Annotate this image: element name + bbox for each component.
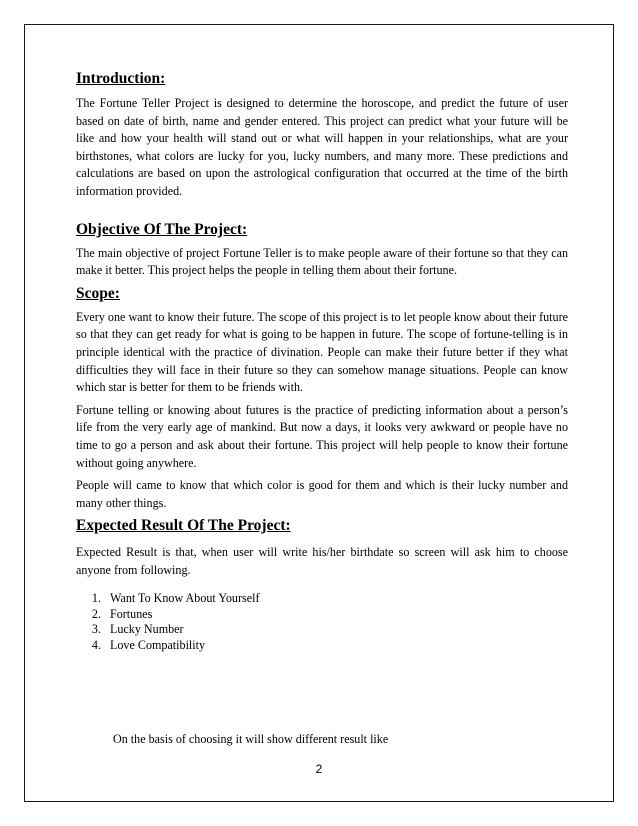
introduction-heading: Introduction: — [76, 70, 166, 87]
result-intro-line: On the basis of choosing it will show different result like — [113, 732, 389, 746]
options-list — [76, 591, 568, 653]
list-item: 1. Want To Know About Yourself — [104, 591, 568, 607]
list-item: 3. Lucky Number — [104, 622, 568, 638]
page-content — [76, 70, 568, 653]
scope-heading: Scope: — [76, 284, 120, 302]
scope-paragraph-3: People will came to know that which color is good for them and which is their lucky number and many other things. — [76, 478, 568, 510]
expected-result-paragraph: Expected Result is that, when user will write his/her birthdate so screen will ask him to choose anyone from following. — [76, 545, 568, 577]
objective-paragraph: The main objective of project Fortune Teller is to make people aware of their fortune so that they can make it better. This project helps the people in telling them about their fortune. — [76, 245, 568, 278]
scope-paragraph-2: Fortune telling or knowing about futures is the practice of predicting information about a person’s life from the very early age of mankind. But now a days, it looks very awkward or people have no time to go a person and ask about their fortune. This project will help people to know their fortune without going anywhere. — [76, 402, 568, 470]
list-item: 4. Love Compatibility — [104, 638, 568, 654]
expected-result-heading: Expected Result Of The Project: — [76, 517, 291, 535]
page-number: 2 — [315, 762, 323, 776]
introduction-paragraph: The Fortune Teller Project is designed to determine the horoscope, and predict the future of user based on date of birth, name and gender entered. This project can predict what your future will be like and how your health will stand out or what will happen in your relationships, what are your birthstones, what colors are lucky for you, lucky numbers, and many more. These predictions and calculations are based on upon the astrological configuration that occurred at the time of the birth information provided. — [76, 96, 568, 198]
objective-heading: Objective Of The Project: — [76, 220, 248, 238]
list-item: 2. Fortunes — [104, 607, 568, 623]
scope-paragraph-1: Every one want to know their future. The scope of this project is to let people know about their future so that they can get ready for what is going to be happen in future. The scope of fortune-telling is in principle identical with the practice of divination. People can make their future better if they what difficulties they will face in their future so they can somehow manage situations. People can know which star is better for them to be friends with. — [76, 309, 568, 395]
